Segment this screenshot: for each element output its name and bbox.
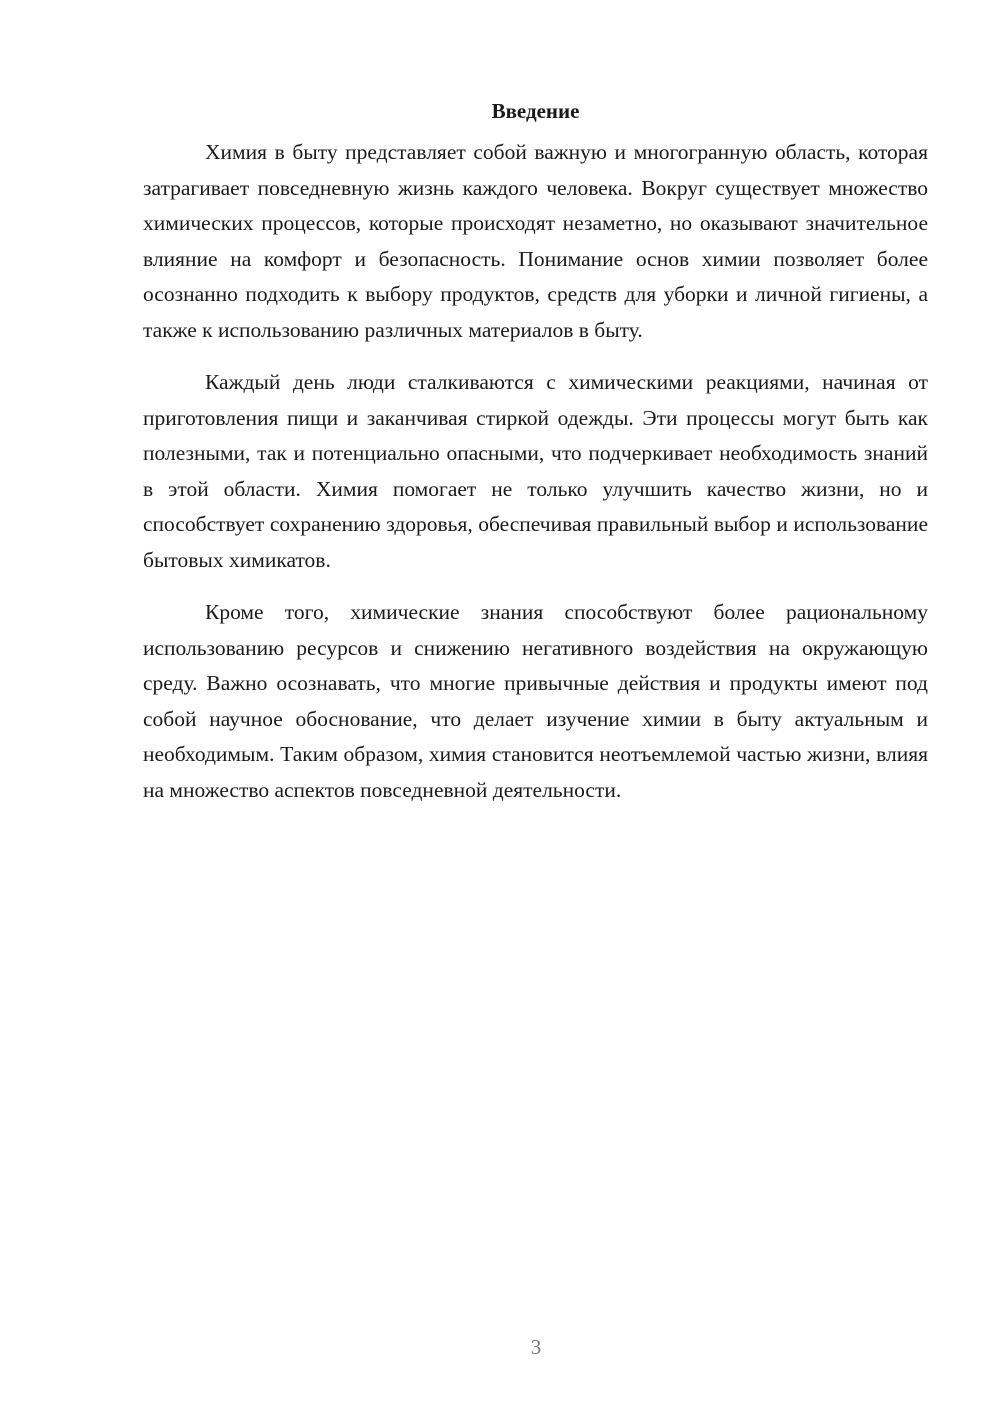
page-number: 3 bbox=[530, 1335, 542, 1359]
paragraph-3: Кроме того, химические знания способствуют более рациональному использованию ресурсов и снижению негативного воздействия на окружающую среду. Важно осознавать, что многие привычные действия и продукты имеют под собой научное обоснование, что делает изучение химии в быту актуальным и необходимым. Таким образом, химия становится неотъемлемой частью жизни, влияя на множество аспектов повседневной деятельности. bbox=[143, 600, 928, 802]
paragraph-1: Химия в быту представляет собой важную и многогранную область, которая затрагивает повседневную жизнь каждого человека. Вокруг существует множество химических процессов, которые происходят незаметно, но оказывают значительное влияние на комфорт и безопасность. Понимание основ химии позволяет более осознанно подходить к выбору продуктов, средств для уборки и личной гигиены, а также к использованию различных материалов в быту. bbox=[143, 140, 928, 342]
section-title: Введение bbox=[491, 99, 580, 123]
paragraph-2: Каждый день люди сталкиваются с химическими реакциями, начиная от приготовления пищи и заканчивая стиркой одежды. Эти процессы могут быть как полезными, так и потенциально опасными, что подчеркивает необходимость знаний в этой области. Химия помогает не только улучшить качество жизни, но и способствует сохранению здоровья, обеспечивая правильный выбор и использование бытовых химикатов. bbox=[143, 370, 928, 572]
page-content bbox=[143, 96, 928, 825]
